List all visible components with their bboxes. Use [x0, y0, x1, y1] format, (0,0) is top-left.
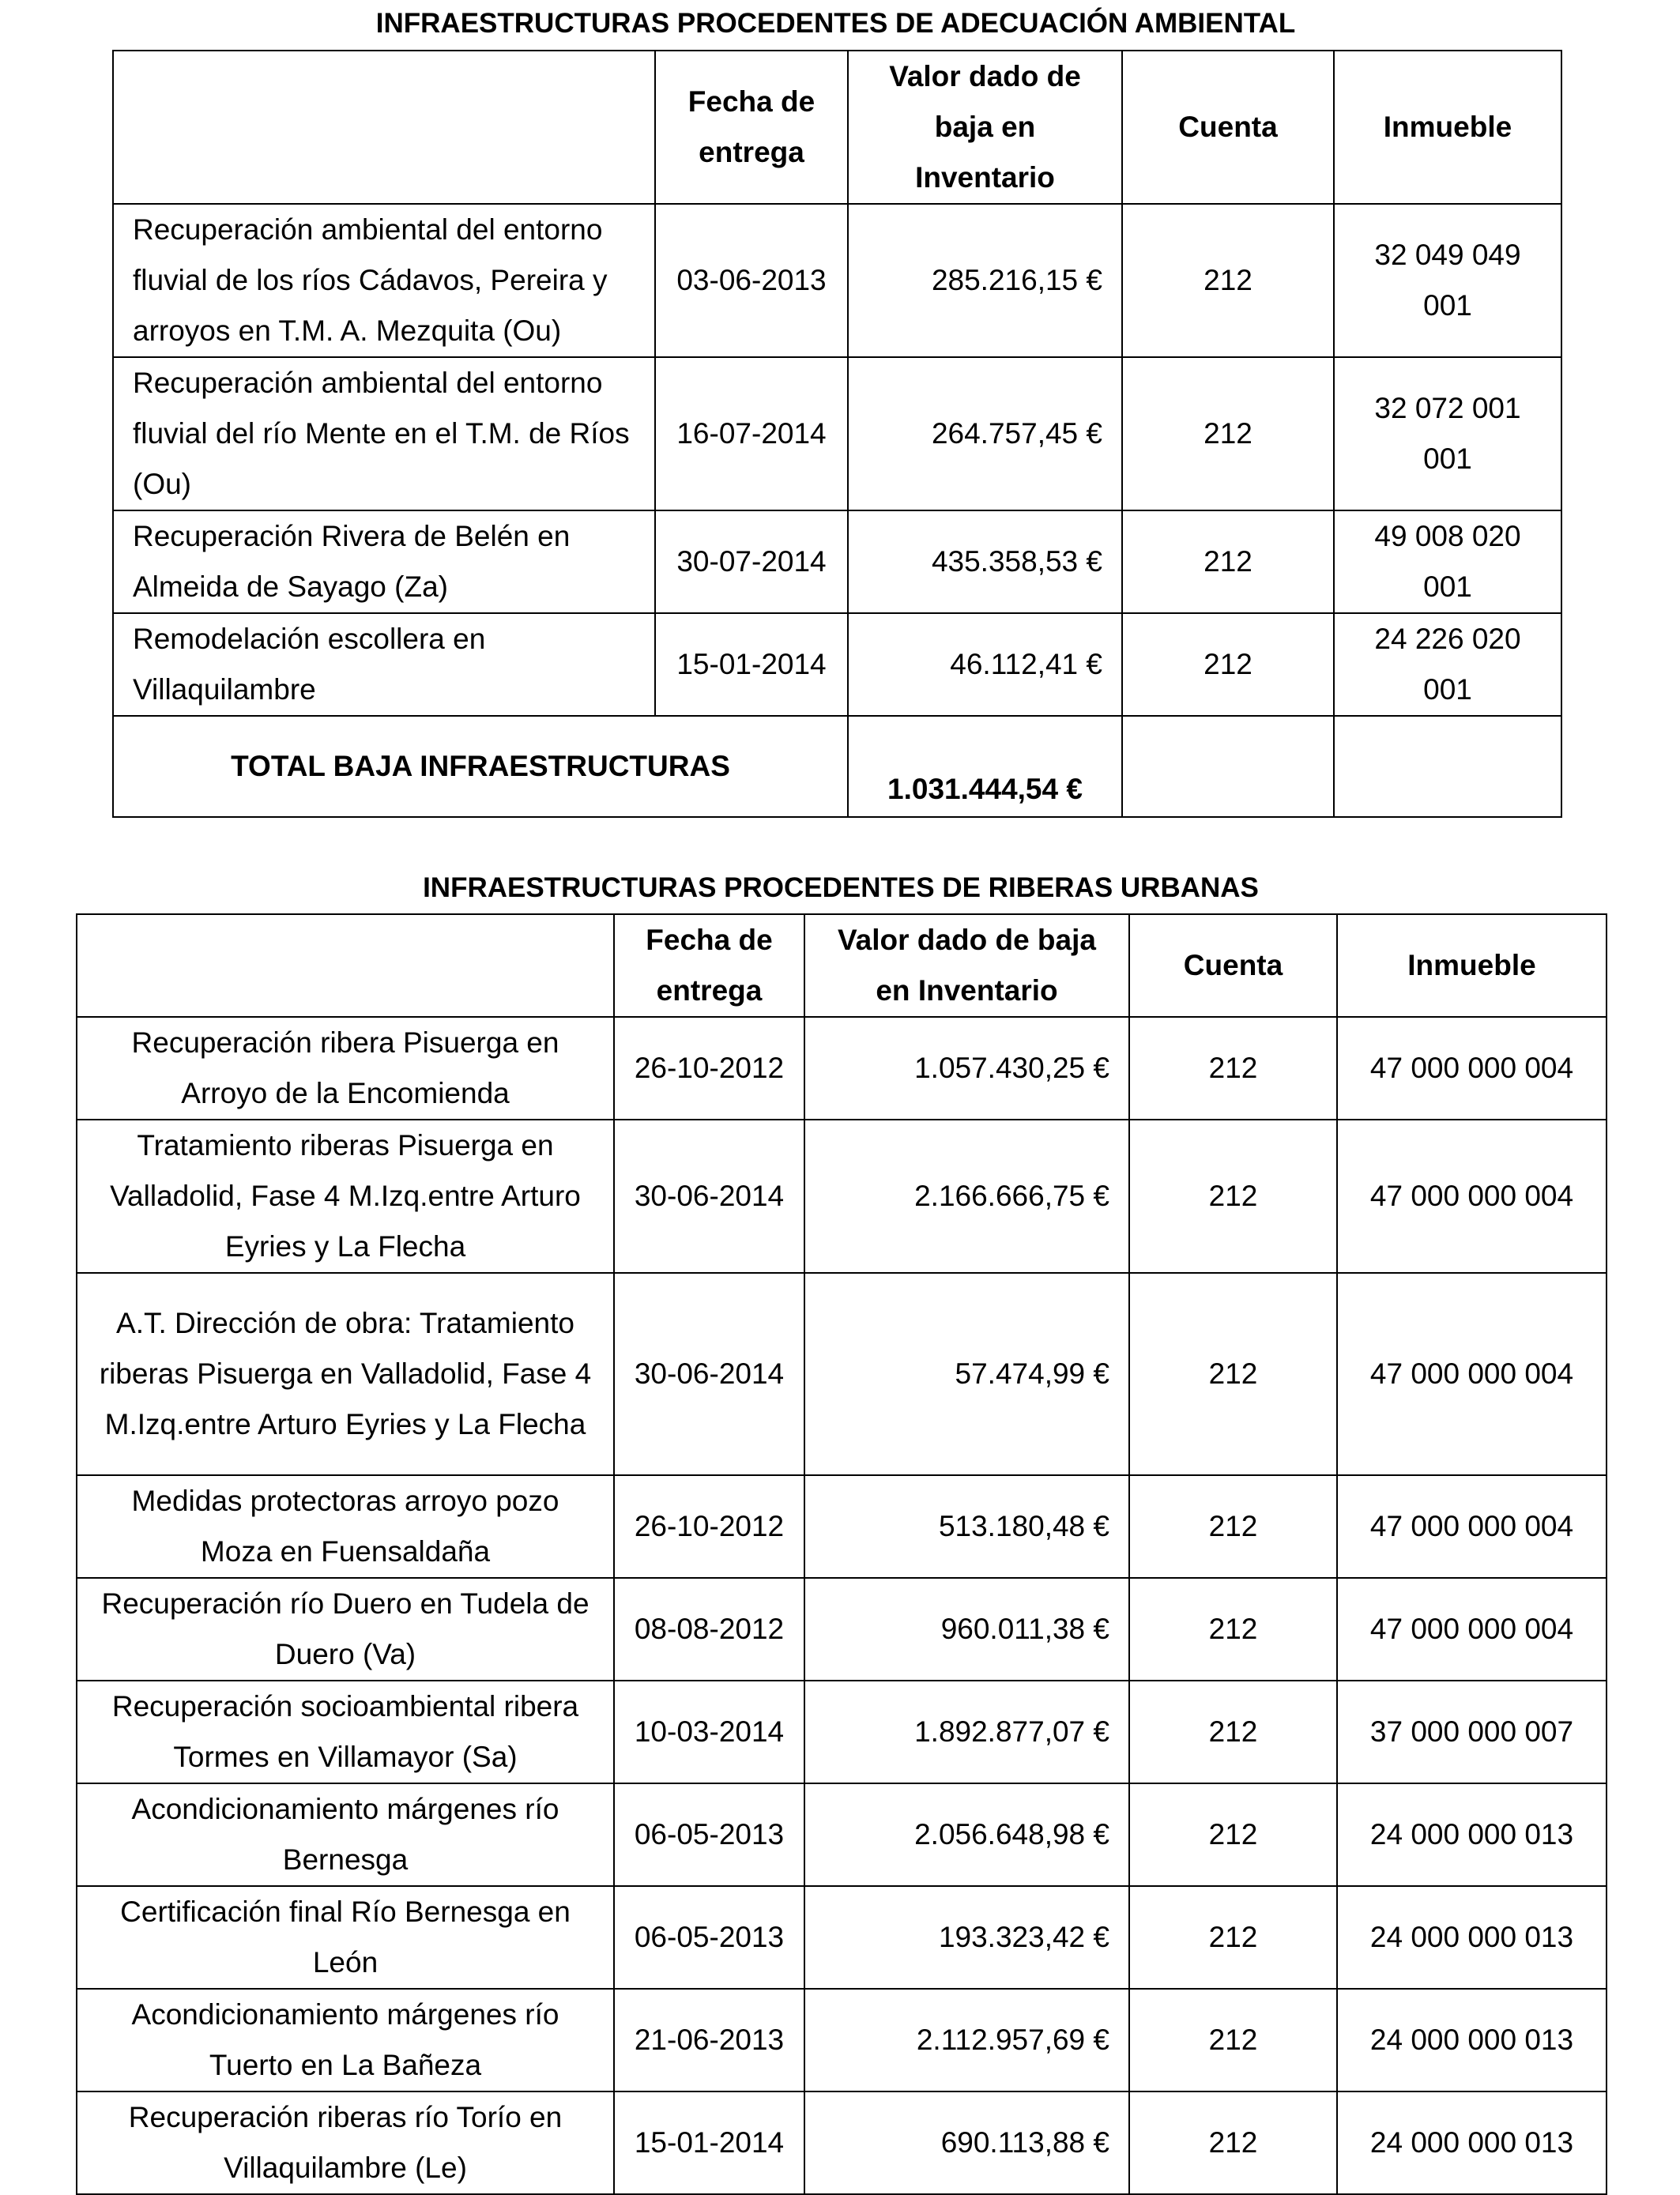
table-row: [77, 1273, 1607, 1475]
row-valor: 435.358,53 €: [848, 510, 1122, 613]
row-cuenta: 212: [1129, 2091, 1337, 2194]
row-inmueble: 24 000 000 013: [1337, 2091, 1607, 2194]
header-fecha: Fecha de entrega: [655, 51, 848, 204]
row-fecha: 26-10-2012: [614, 1475, 804, 1578]
row-valor: 2.112.957,69 €: [804, 1989, 1129, 2091]
row-inmueble: 32 072 001 001: [1334, 357, 1561, 510]
row-cuenta: 212: [1129, 1783, 1337, 1886]
row-valor: 46.112,41 €: [848, 613, 1122, 716]
table1-title: INFRAESTRUCTURAS PROCEDENTES DE ADECUACIÓN AMBIENTAL: [375, 8, 1296, 39]
row-cuenta: 212: [1129, 1273, 1337, 1475]
row-description: Acondicionamiento márgenes río Bernesga: [77, 1783, 614, 1886]
row-description: Medidas protectoras arroyo pozo Moza en Fuensaldaña: [77, 1475, 614, 1578]
row-cuenta: 212: [1129, 1578, 1337, 1681]
table2-title: INFRAESTRUCTURAS PROCEDENTES DE RIBERAS URBANAS: [423, 872, 1259, 903]
row-cuenta: 212: [1129, 1989, 1337, 2091]
table-row: [77, 1475, 1607, 1578]
table-adecuacion-ambiental: [112, 50, 1562, 818]
table-row: [113, 510, 1561, 613]
row-inmueble: 24 226 020 001: [1334, 613, 1561, 716]
header-description: [113, 51, 655, 204]
row-fecha: 15-01-2014: [655, 613, 848, 716]
row-fecha: 21-06-2013: [614, 1989, 804, 2091]
table-row: [77, 1578, 1607, 1681]
table-row: [113, 613, 1561, 716]
row-cuenta: 212: [1122, 204, 1334, 357]
table1-header-row: [113, 51, 1561, 204]
row-valor: 2.166.666,75 €: [804, 1120, 1129, 1273]
row-valor: 2.056.648,98 €: [804, 1783, 1129, 1886]
table2-header-row: [77, 914, 1607, 1017]
row-description: Acondicionamiento márgenes río Tuerto en La Bañeza: [77, 1989, 614, 2091]
row-fecha: 16-07-2014: [655, 357, 848, 510]
row-cuenta: 212: [1122, 357, 1334, 510]
table-row: [77, 1783, 1607, 1886]
row-valor: 264.757,45 €: [848, 357, 1122, 510]
header-valor: Valor dado de baja en Inventario: [848, 51, 1122, 204]
row-cuenta: 212: [1129, 1886, 1337, 1989]
row-inmueble: 24 000 000 013: [1337, 1783, 1607, 1886]
row-fecha: 26-10-2012: [614, 1017, 804, 1120]
row-fecha: 03-06-2013: [655, 204, 848, 357]
row-fecha: 08-08-2012: [614, 1578, 804, 1681]
row-fecha: 30-07-2014: [655, 510, 848, 613]
total-label: TOTAL BAJA INFRAESTRUCTURAS: [113, 716, 848, 817]
row-fecha: 15-01-2014: [614, 2091, 804, 2194]
row-valor: 690.113,88 €: [804, 2091, 1129, 2194]
total-cuenta-empty: [1122, 716, 1334, 817]
header-cuenta: Cuenta: [1122, 51, 1334, 204]
row-description: Recuperación río Duero en Tudela de Duero (Va): [77, 1578, 614, 1681]
row-inmueble: 47 000 000 004: [1337, 1017, 1607, 1120]
table-row: [77, 2091, 1607, 2194]
row-valor: 57.474,99 €: [804, 1273, 1129, 1475]
table-row: [77, 1120, 1607, 1273]
row-description: Recuperación riberas río Torío en Villaquilambre (Le): [77, 2091, 614, 2194]
row-inmueble: 47 000 000 004: [1337, 1273, 1607, 1475]
row-inmueble: 47 000 000 004: [1337, 1475, 1607, 1578]
header-valor: Valor dado de baja en Inventario: [804, 914, 1129, 1017]
row-fecha: 06-05-2013: [614, 1783, 804, 1886]
table-riberas-urbanas: [76, 913, 1607, 2195]
row-valor: 960.011,38 €: [804, 1578, 1129, 1681]
table-row: [77, 1886, 1607, 1989]
row-cuenta: 212: [1129, 1017, 1337, 1120]
row-description: Recuperación Rivera de Belén en Almeida de Sayago (Za): [113, 510, 655, 613]
row-cuenta: 212: [1122, 613, 1334, 716]
row-description: Tratamiento riberas Pisuerga en Valladolid, Fase 4 M.Izq.entre Arturo Eyries y La Flecha: [77, 1120, 614, 1273]
row-valor: 513.180,48 €: [804, 1475, 1129, 1578]
header-fecha: Fecha de entrega: [614, 914, 804, 1017]
row-inmueble: 49 008 020 001: [1334, 510, 1561, 613]
header-inmueble: Inmueble: [1337, 914, 1607, 1017]
row-inmueble: 47 000 000 004: [1337, 1578, 1607, 1681]
row-valor: 193.323,42 €: [804, 1886, 1129, 1989]
row-inmueble: 32 049 049 001: [1334, 204, 1561, 357]
table-row: [113, 357, 1561, 510]
total-value: 1.031.444,54 €: [848, 716, 1122, 817]
row-valor: 1.057.430,25 €: [804, 1017, 1129, 1120]
row-inmueble: 24 000 000 013: [1337, 1886, 1607, 1989]
row-fecha: 10-03-2014: [614, 1681, 804, 1783]
row-description: Certificación final Río Bernesga en León: [77, 1886, 614, 1989]
header-inmueble: Inmueble: [1334, 51, 1561, 204]
row-description: Recuperación ambiental del entorno fluvial de los ríos Cádavos, Pereira y arroyos en T.M. A. Mezquita (Ou): [113, 204, 655, 357]
row-cuenta: 212: [1129, 1681, 1337, 1783]
row-description: Recuperación ambiental del entorno fluvial del río Mente en el T.M. de Ríos (Ou): [113, 357, 655, 510]
row-valor: 1.892.877,07 €: [804, 1681, 1129, 1783]
table-row: [77, 1017, 1607, 1120]
row-inmueble: 47 000 000 004: [1337, 1120, 1607, 1273]
row-description: Remodelación escollera en Villaquilambre: [113, 613, 655, 716]
row-fecha: 06-05-2013: [614, 1886, 804, 1989]
total-row: [113, 716, 1561, 817]
table-row: [77, 1989, 1607, 2091]
row-inmueble: 24 000 000 013: [1337, 1989, 1607, 2091]
table-row: [77, 1681, 1607, 1783]
row-fecha: 30-06-2014: [614, 1120, 804, 1273]
row-valor: 285.216,15 €: [848, 204, 1122, 357]
row-description: Recuperación socioambiental ribera Tormes en Villamayor (Sa): [77, 1681, 614, 1783]
table-row: [113, 204, 1561, 357]
row-description: Recuperación ribera Pisuerga en Arroyo de la Encomienda: [77, 1017, 614, 1120]
row-cuenta: 212: [1129, 1120, 1337, 1273]
header-description: [77, 914, 614, 1017]
row-cuenta: 212: [1129, 1475, 1337, 1578]
row-fecha: 30-06-2014: [614, 1273, 804, 1475]
header-cuenta: Cuenta: [1129, 914, 1337, 1017]
total-inmueble-empty: [1334, 716, 1561, 817]
row-cuenta: 212: [1122, 510, 1334, 613]
row-description: A.T. Dirección de obra: Tratamiento riberas Pisuerga en Valladolid, Fase 4 M.Izq.entre Arturo Eyries y La Flecha: [77, 1273, 614, 1475]
row-inmueble: 37 000 000 007: [1337, 1681, 1607, 1783]
